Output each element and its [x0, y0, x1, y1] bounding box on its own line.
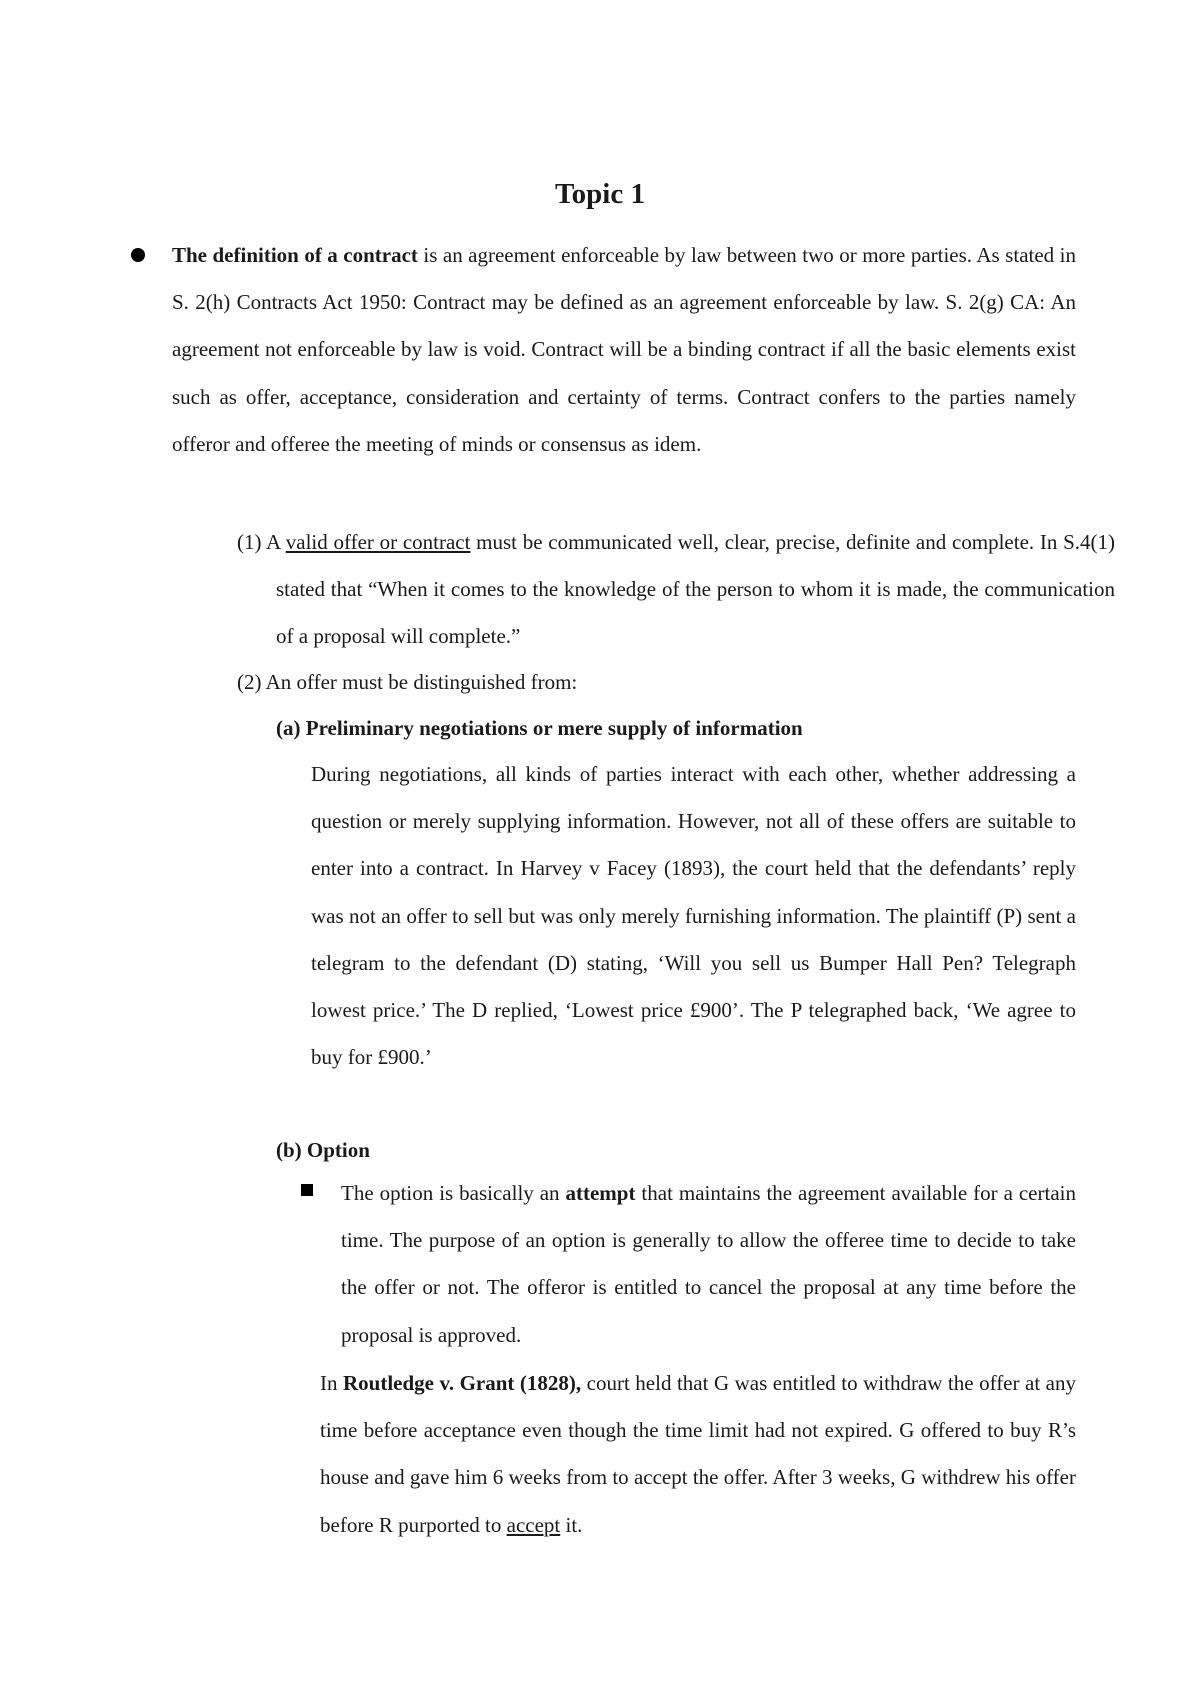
case-end: it. [560, 1512, 583, 1537]
point-1-number: (1) A [237, 530, 286, 554]
bullet-text-post: that maintains the agreement available for a certain time. The purpose of an option is generally to allow the offeree time to decide to take the offer or not. The offeror is entitled to cancel the proposal at any time before the proposal is approved. [341, 1181, 1076, 1347]
section-b-heading: (b) Option [276, 1138, 370, 1162]
case-underlined: accept [506, 1512, 561, 1537]
page-title: Topic 1 [555, 178, 645, 210]
section-b-bullet [341, 1170, 1076, 1359]
section-a-body: During negotiations, all kinds of parties interact with each other, whether addressing a question or merely supplying information. However, not all of these offers are suitable to enter into a contract. In Harvey v Facey (1893), the court held that the defendants’ reply was not an offer to sell but was only merely furnishing information. The plaintiff (P) sent a telegram to the defendant (D) stating, ‘Will you sell us Bumper Hall Pen? Telegraph lowest price.’ The D replied, ‘Lowest price £900’. The P telegraphed back, ‘We agree to buy for £900.’ [311, 762, 1076, 1070]
bullet-text-pre: The option is basically an [341, 1181, 566, 1205]
case-paragraph [320, 1360, 1076, 1549]
intro-bold-lead: The definition of a contract [172, 243, 418, 267]
point-2: (2) An offer must be distinguished from: [237, 670, 578, 694]
case-pre: In [320, 1371, 343, 1395]
intro-paragraph [172, 232, 1076, 468]
bullet-dot-icon [131, 248, 145, 262]
section-a-heading: (a) Preliminary negotiations or mere supply of information [276, 716, 803, 740]
intro-text: is an agreement enforceable by law between two or more parties. As stated in S. 2(h) Contracts Act 1950: Contract may be defined as an agreement enforceable by law. S. 2(g) CA: An agreement not enforceable by law is void. Contract will be a binding contract if all the basic elements exist such as offer, acceptance, consideration and certainty of terms. Contract confers to the parties namely offeror and offeree the meeting of minds or consensus as idem. [172, 243, 1076, 456]
point-1-text: must be communicated well, clear, precise, definite and complete. In S.4(1) stated that “When it comes to the knowledge of the person to whom it is made, the communication of a proposal will complete.” [276, 530, 1115, 649]
point-1-underlined: valid offer or contract [285, 530, 471, 554]
case-name: Routledge v. Grant (1828), [343, 1371, 582, 1395]
bullet-square-icon [301, 1184, 313, 1196]
bullet-text-bold: attempt [565, 1181, 636, 1205]
case-text: court held that G was entitled to withdraw the offer at any time before acceptance even though the time limit had not expired. G offered to buy R’s house and gave him 6 weeks from to accept the offer. After 3 weeks, G withdrew his offer before R purported to [320, 1371, 1076, 1537]
point-1 [237, 519, 1115, 661]
